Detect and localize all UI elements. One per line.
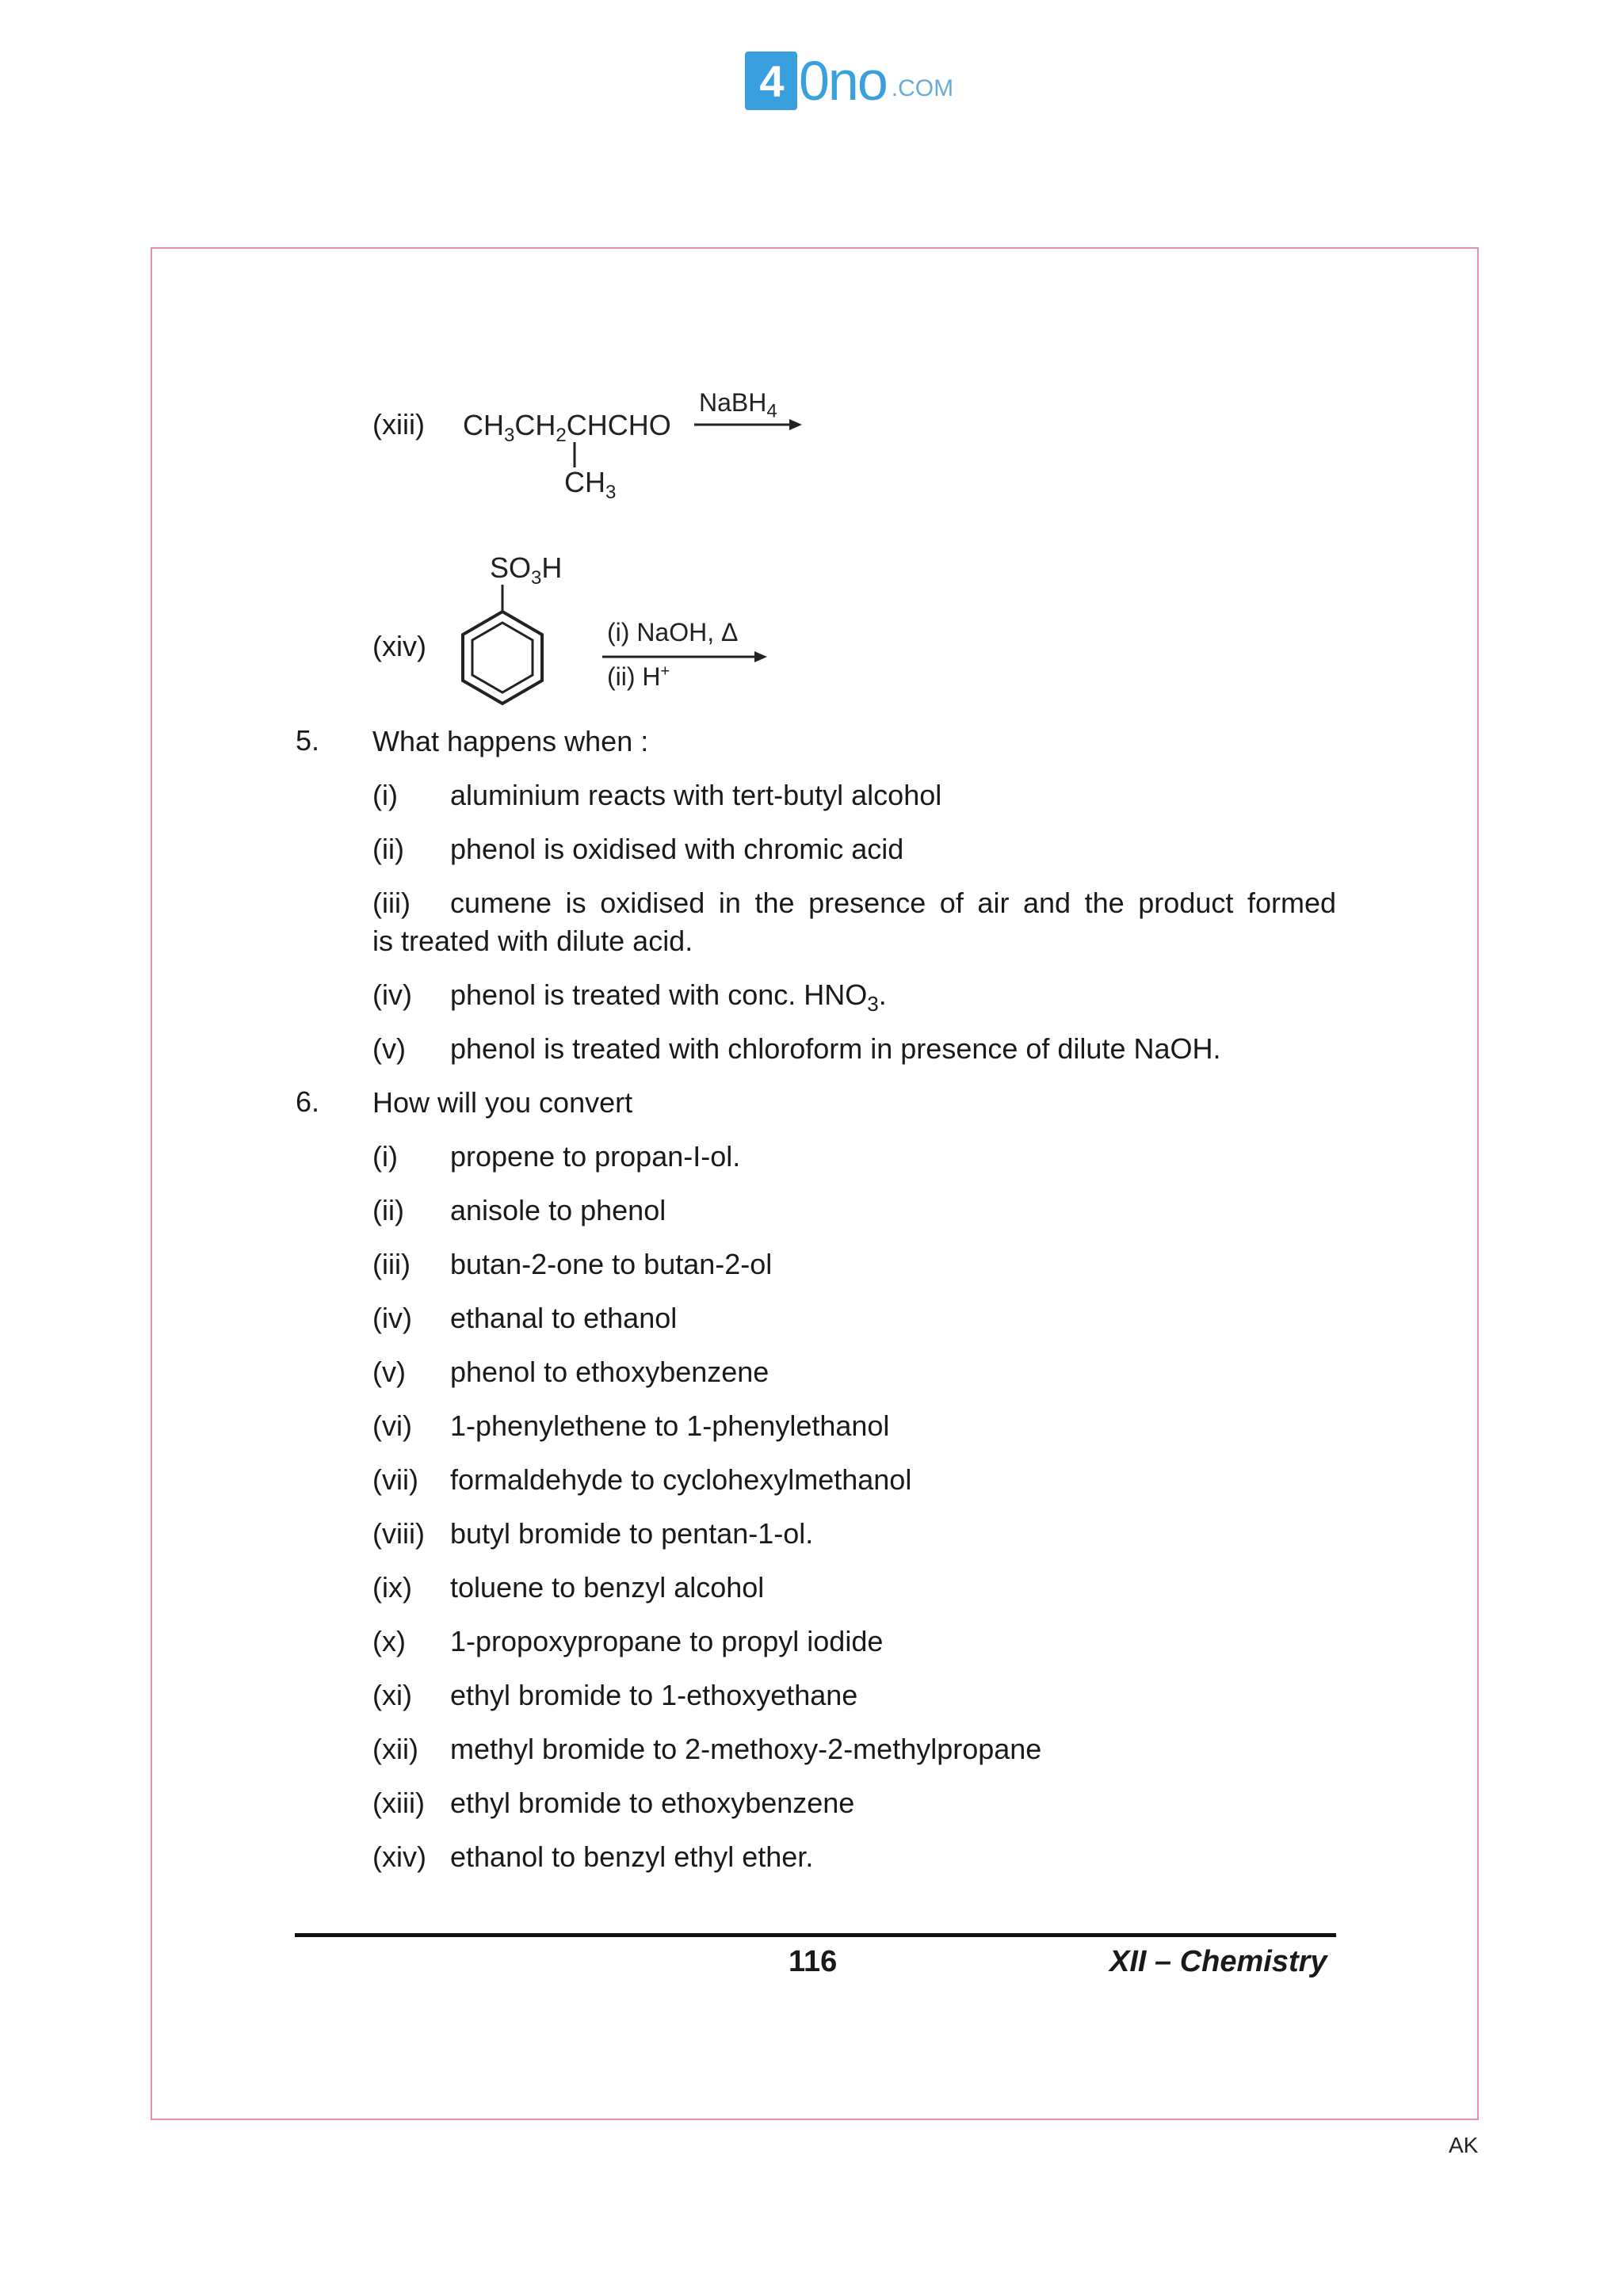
q6-item-text: ethyl bromide to ethoxybenzene <box>450 1787 855 1819</box>
q5-item-text-line1: cumene is oxidised in the presence of air and the product formed <box>450 887 1336 919</box>
q5-item-text: phenol is treated with chloroform in presence of dilute NaOH. <box>450 1032 1221 1065</box>
q5-item-text: phenol is treated with conc. $HNO_3$. <box>450 978 887 1016</box>
q5-item-text: phenol is oxidised with chromic acid <box>450 833 904 865</box>
q6-item-text: butyl bromide to pentan-1-ol. <box>450 1517 814 1550</box>
logo-mark: 4 <box>745 51 797 110</box>
q6-item-label: (xii) <box>372 1733 418 1765</box>
logo-wordmark: 0no <box>799 50 887 112</box>
q6-item-label: (ix) <box>372 1571 412 1604</box>
q6-item-label: (viii) <box>372 1517 425 1550</box>
subject-label: XII – Chemistry <box>1109 1945 1327 1978</box>
q6-item-text: 1-propoxypropane to propyl iodide <box>450 1625 884 1657</box>
question-6-number: 6. <box>296 1085 320 1118</box>
q6-item-text: anisole to phenol <box>450 1194 666 1226</box>
q6-item-text: propene to propan-I-ol. <box>450 1140 741 1173</box>
reaction-drawings <box>0 0 1623 713</box>
q6-item-text: ethanal to ethanol <box>450 1302 678 1334</box>
benzene-ring <box>463 612 542 704</box>
q5-item-text-line2: is treated with dilute acid. <box>372 925 693 957</box>
q6-item-text: ethanol to benzyl ethyl ether. <box>450 1840 814 1873</box>
arrow-head-xiv <box>754 651 767 662</box>
reaction-xiv-reagent-bottom: (ii) H+ <box>607 662 670 691</box>
question-5-number: 5. <box>296 724 320 757</box>
q5-item-label: (iv) <box>372 978 412 1011</box>
q6-item-label: (ii) <box>372 1194 404 1226</box>
reaction-xiii-branch: $CH_3$ <box>564 466 617 504</box>
q5-item-label: (ii) <box>372 833 404 865</box>
q6-item-text: methyl bromide to 2-methoxy-2-methylpropane <box>450 1733 1042 1765</box>
q6-item-label: (iii) <box>372 1248 411 1280</box>
q6-item-label: (v) <box>372 1356 406 1388</box>
reaction-xiv-substituent: $SO_3H$ <box>490 551 563 589</box>
q6-item-label: (x) <box>372 1625 406 1657</box>
q6-item-label: (xiii) <box>372 1787 425 1819</box>
q6-item-label: (vi) <box>372 1409 412 1442</box>
reaction-xiii-label: (xiii) <box>372 408 425 441</box>
page-number: 116 <box>789 1945 838 1978</box>
footer-rule <box>295 1933 1336 1937</box>
reaction-xiii-reagent: NaBH$_4$ <box>699 388 777 422</box>
benzene-inner-ring <box>472 623 533 692</box>
q6-item-label: (i) <box>372 1140 398 1173</box>
q6-item-text: toluene to benzyl alcohol <box>450 1571 765 1604</box>
arrow-head-xiii <box>789 419 802 430</box>
logo-domain: .COM <box>891 75 954 101</box>
q6-item-text: 1-phenylethene to 1-phenylethanol <box>450 1409 890 1442</box>
reaction-xiv-label: (xiv) <box>372 630 426 662</box>
q6-item-text: ethyl bromide to 1-ethoxyethane <box>450 1679 858 1711</box>
q6-item-label: (vii) <box>372 1463 418 1496</box>
reaction-xiii-formula: $CH_3CH_2CHCHO$ <box>463 409 671 447</box>
q5-item-label: (i) <box>372 779 398 811</box>
q6-item-label: (xiv) <box>372 1840 426 1873</box>
reaction-xiv-reagent-top: (i) NaOH, Δ <box>607 618 739 646</box>
q6-item-text: phenol to ethoxybenzene <box>450 1356 769 1388</box>
q6-item-label: (xi) <box>372 1679 412 1711</box>
q5-item-text: aluminium reacts with tert-butyl alcohol <box>450 779 942 811</box>
q5-item-label: (iii) <box>372 887 411 919</box>
q6-item-label: (iv) <box>372 1302 412 1334</box>
q6-item-text: formaldehyde to cyclohexylmethanol <box>450 1463 912 1496</box>
q5-item-label: (v) <box>372 1032 406 1065</box>
question-6-text: How will you convert <box>372 1086 633 1119</box>
question-5-text: What happens when : <box>372 725 649 757</box>
q6-item-text: butan-2-one to butan-2-ol <box>450 1248 773 1280</box>
corner-mark: AK <box>1449 2133 1479 2157</box>
